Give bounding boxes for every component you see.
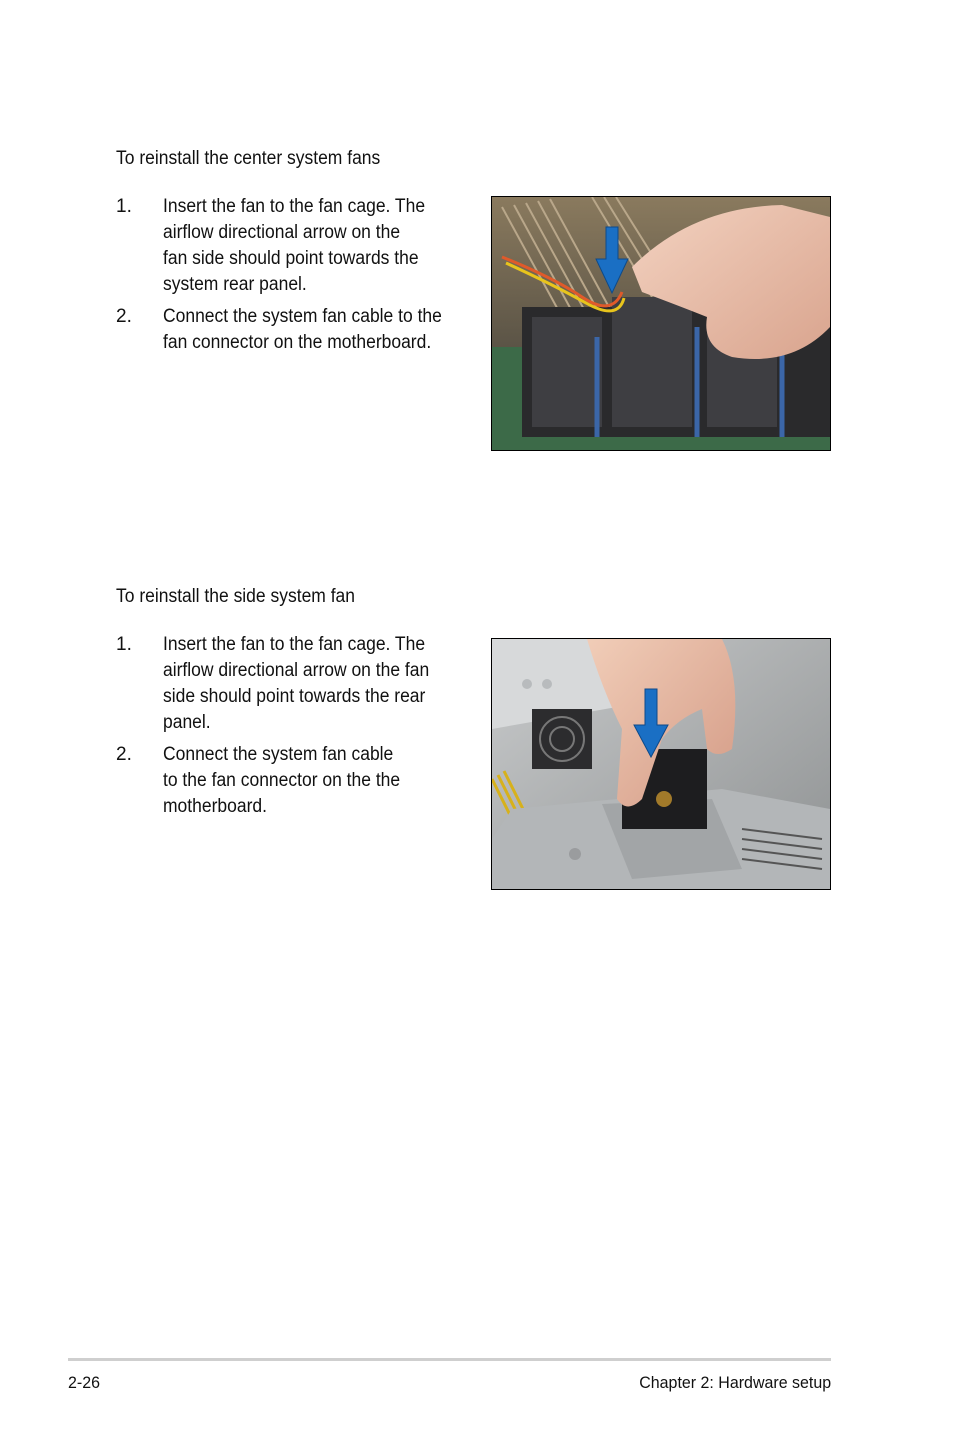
step-text: Insert the fan to the fan cage. The airflow directional arrow on the fan side should point towards the system rear panel. xyxy=(163,196,426,295)
side-fan-install-photo xyxy=(491,638,831,890)
center-fan-install-photo xyxy=(491,196,831,451)
step-number: 2. xyxy=(116,306,132,327)
step-number: 2. xyxy=(116,744,132,765)
chapter-title: Chapter 2: Hardware setup xyxy=(639,1373,831,1392)
footer-divider xyxy=(68,1358,831,1361)
section-title-center-fans: To reinstall the center system fans xyxy=(116,148,381,169)
step-text: Connect the system fan cable to the fan connector on the motherboard. xyxy=(163,306,442,353)
step-text: Insert the fan to the fan cage. The airflow directional arrow on the fan side should point towards the rear panel. xyxy=(163,634,430,733)
step-number: 1. xyxy=(116,196,132,217)
section-title-side-fan: To reinstall the side system fan xyxy=(116,586,356,607)
step-number: 1. xyxy=(116,634,132,655)
step-text: Connect the system fan cable to the fan connector on the the motherboard. xyxy=(163,744,401,817)
page-number: 2-26 xyxy=(68,1373,100,1392)
